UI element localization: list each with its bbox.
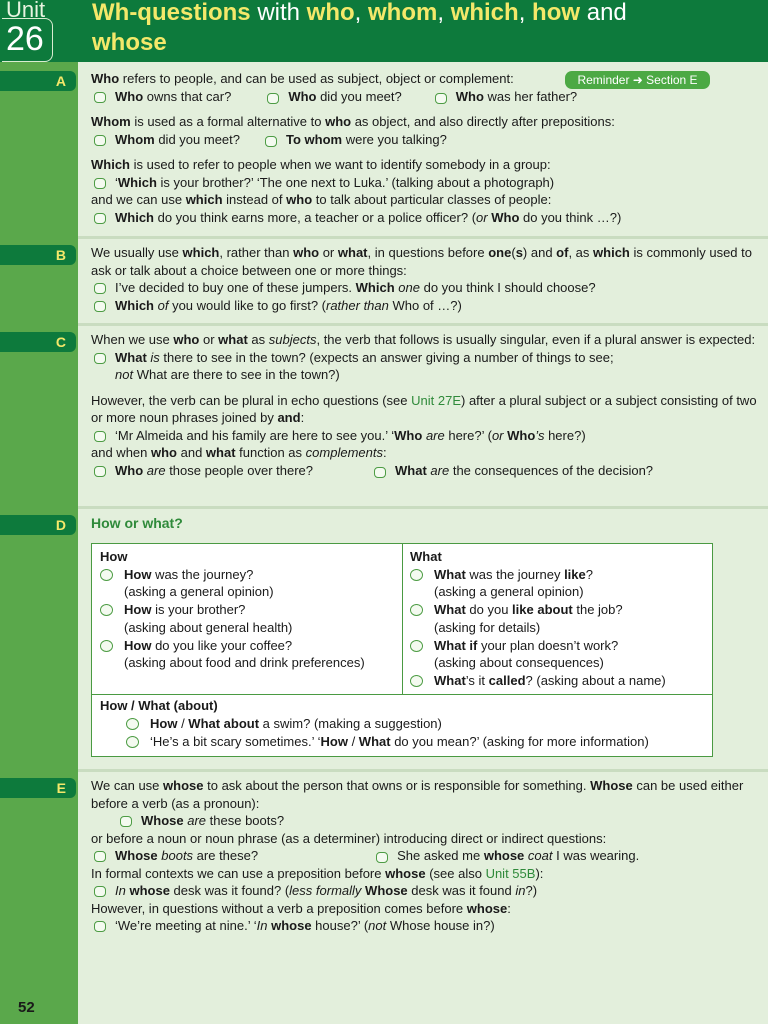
table-divider [402,544,403,694]
section-e: We can use whose to ask about the person that owns or is responsible for something. Whose can be used either before a verb (as a pronoun): Whose are these boots? or before a noun or noun phrase (as a determiner) introducing direct or indirect questions: Whose boots are these? She asked me whose coat I was wearing. In formal contexts we can use a preposition before whose (see also Unit 55B): In whose desk was it found? (less formally Whose desk was it found in?) However, in questions without a verb a preposition comes before whose: ‘We’re meeting at nine.’ ‘In whose house?’ (not Whose house in?) [91,777,761,935]
page-number: 52 [18,999,35,1016]
what-column: What What was the journey like? (asking a general opinion) What do you like about the job? (asking for details) What if your plan doesn’t work? (asking about consequences) What’s it called? (asking about a name) [410,549,666,688]
divider [78,236,768,239]
how-column: How How was the journey? (asking a general opinion) How is your brother? (asking about general health) How do you like your coffee? (asking about food and drink preferences) [100,549,365,671]
reminder-link[interactable]: Reminder ➜ Section E [565,71,710,89]
section-d [91,515,761,533]
page-title: Wh-questions with who, whom, which, how and whose [92,0,627,56]
divider [78,506,768,509]
section-b: We usually use which, rather than who or what, in questions before one(s) and of, as which is commonly used to ask or talk about a choice between one or more things: I’ve decided to buy one of these jumpers. Which one do you think I should choose? Which of you would like to go first? (rather than Who of …?) [91,244,761,314]
section-a: Who refers to people, and can be used as subject, object or complement: Who owns that car? Who did you meet? Who was her father? Whom is used as a formal alternative to who as object, and also directly after prepositions: Whom did you meet? To whom were you talking? Which is used to refer to people when we want to identify somebody in a group: ‘Which is your brother?’ ‘The one next to Luka.’ (talking about a photograph) and we can use which instead of who to talk about particular classes of people: Which do you think earns more, a teacher or a police officer? (or Who do you think …?) [91,70,761,226]
section-tab-b: B [0,245,76,265]
section-tab-c: C [0,332,76,352]
table-divider [92,694,712,695]
unit-box [0,0,78,62]
unit-number: 26 [6,20,44,58]
how-what-about-row: How / What (about) How / What about a swim? (making a suggestion) ‘He’s a bit scary sometimes.’ ‘How / What do you mean?’ (asking for more information) [100,698,649,749]
section-tab-a: A [0,71,76,91]
section-d-heading: How or what? [91,515,183,531]
divider [78,323,768,326]
sidebar [0,0,78,1024]
unit-label: Unit [6,0,46,22]
section-tab-d: D [0,515,76,535]
section-c: When we use who or what as subjects, the verb that follows is usually singular, even if a plural answer is expected: What is there to see in the town? (expects an answer giving a number of things to see; not What are there to see in the town?) However, the verb can be plural in echo questions (see Unit 27E) after a plural subject or a subject consisting of two or more noun phrases joined by and: ‘Mr Almeida and his family are here to see you.’ ‘Who are here?’ (or Who’s here?) and when who and what function as complements: Who are those people over there? What are the consequences of the decision? [91,331,761,479]
section-tab-e: E [0,778,76,798]
how-what-table [91,543,713,757]
divider [78,769,768,772]
